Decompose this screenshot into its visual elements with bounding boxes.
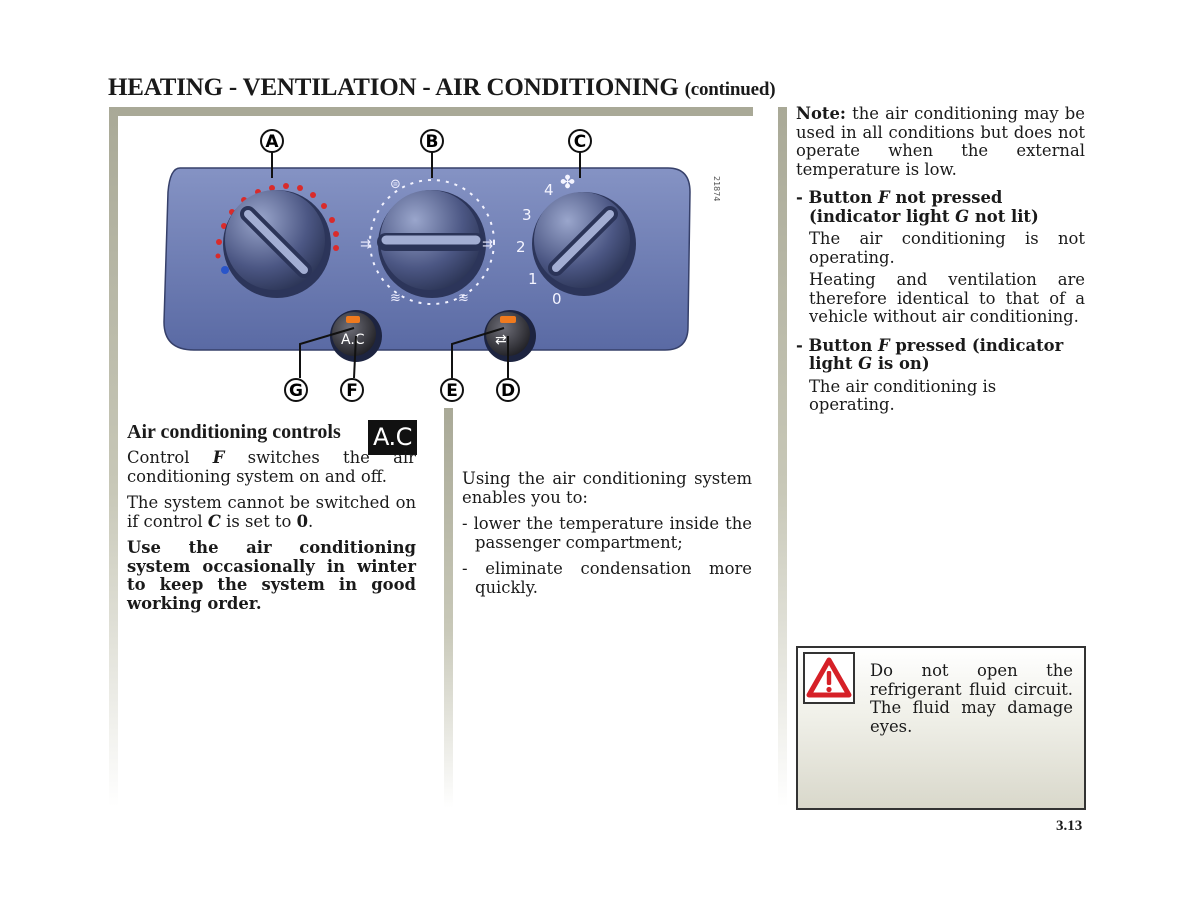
warning-triangle-icon [805, 654, 853, 702]
paragraph-intro: Using the air conditioning system enables you to: [462, 469, 752, 507]
warning-text: Do not open the refrigerant fluid circuit. The fluid may damage eyes. [870, 661, 1073, 736]
left-column-text [127, 449, 416, 613]
svg-text:≋: ≋ [458, 291, 469, 306]
recirculation-icon: ⇄ [495, 332, 507, 348]
paragraph-control-c: The system cannot be switched on if control C is set to 0. [127, 493, 416, 531]
fan-icon: ✤ [560, 172, 576, 193]
identical-vehicle-text: Heating and ventilation are therefore identical to that of a vehicle without air conditioning. [809, 270, 1085, 326]
column-rule-left [109, 107, 118, 807]
callout-e: E [446, 381, 458, 401]
paragraph-winter-usage: Use the air conditioning system occasionally in winter to keep the system in good working order. [127, 538, 416, 613]
middle-column-text [462, 470, 752, 597]
svg-text:⊜: ⊜ [390, 177, 401, 192]
svg-text:⇉: ⇉ [482, 237, 493, 252]
control-panel-diagram [160, 122, 721, 412]
not-operating-text: The air conditioning is not operating. [809, 229, 1085, 267]
page-title [108, 74, 775, 102]
list-item-temperature: - lower the temperature inside the passenger compartment; [462, 514, 752, 552]
button-pressed-heading: - Button F pressed (indicator light G is on) [796, 335, 1064, 373]
column-rule-right [778, 107, 787, 807]
callout-f: F [346, 381, 358, 401]
fan-speed-3: 3 [522, 206, 532, 224]
list-item-condensation: - eliminate condensation more quickly. [462, 559, 752, 597]
column-rule-middle [444, 408, 453, 808]
title-continued: (continued) [684, 79, 776, 100]
svg-text:⇉: ⇉ [360, 237, 371, 252]
ac-button-label: A.C [341, 332, 365, 348]
fan-speed-1: 1 [528, 270, 538, 288]
recirculation-button [484, 310, 536, 362]
page-number: 3.13 [1056, 818, 1083, 834]
callout-d: D [500, 381, 516, 401]
fan-speed-4: 4 [544, 181, 554, 199]
callout-g: G [289, 381, 303, 401]
callout-a: A [265, 132, 279, 152]
warning-icon-frame [803, 652, 855, 704]
operating-text: The air conditioning is operating. [809, 376, 997, 414]
paragraph-control-f: Control F switches the air conditioning system on and off. [127, 448, 416, 486]
callout-c: C [573, 132, 587, 152]
section-heading: Air conditioning controls [127, 421, 341, 443]
title-main: HEATING - VENTILATION - AIR CONDITIONING [108, 74, 679, 101]
fan-speed-2: 2 [516, 238, 526, 256]
fan-speed-0: 0 [552, 290, 562, 308]
callout-b: B [425, 132, 439, 152]
right-column-text [796, 105, 1085, 415]
note-paragraph: Note: the air conditioning may be used in all conditions but does not operate when the external temperature is low. [796, 104, 1085, 179]
button-not-pressed-heading: - Button F not pressed (indicator light G not lit) [796, 188, 1039, 226]
svg-text:≋: ≋ [390, 291, 401, 306]
image-code: 21874 [712, 176, 721, 202]
ac-badge: A.C [368, 420, 417, 455]
title-rule [109, 107, 753, 116]
